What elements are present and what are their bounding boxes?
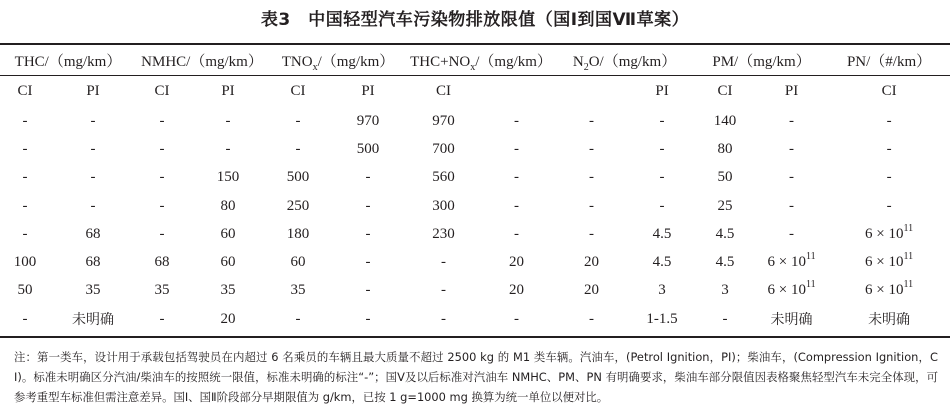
header-n2o-unit: O/（mg/km） [588,54,677,70]
table-cell [50,135,136,163]
table-cell [0,220,50,248]
table-body [0,107,950,333]
cell-value: 970 [356,112,380,129]
cell-value: 700 [432,140,455,157]
cell-value: - [589,225,595,242]
cell-value: 60 [290,254,306,271]
cell-value: 300 [432,197,455,214]
table-cell [0,305,50,333]
table-cell [828,248,950,276]
cell-value: - [159,169,165,186]
table-cell [50,107,136,135]
cell-value: - [659,197,665,214]
cell-value: - [789,140,795,157]
cell-value: - [225,140,231,157]
cell-value: - [659,169,665,186]
table-cell [136,135,188,163]
table-cell [755,277,828,305]
table-cell [755,305,828,333]
table-cell [328,248,408,276]
table-cell [695,135,755,163]
table-cell [136,220,188,248]
table-cell [554,248,629,276]
table-footnote: 注：第一类车，设计用于承载包括驾驶员在内超过 6 名乘员的车辆且最大质量不超过 2500 kg 的 M1 类车辆。汽油车，(Petrol Ignition，PI)；柴油车，(Compression Ignition，CI)。标准未明确区分汽油/柴油车的按照统一限值，标准未明确的标注“-”；国Ⅴ及以后标准对汽油车 NMHC、PM、PN 有明确要求，柴油车部分限值因表格聚焦轻型汽车未完全体现，可参考重型车标准但需注意差异。国Ⅰ、国Ⅱ阶段部分早期限值为 g/km，已按 1 g=1000 mg 换算为统一单位以便对比。 [14,350,938,404]
cell-value: - [589,140,595,157]
table-cell [328,305,408,333]
table-cell [0,248,50,276]
subheader-cell [479,75,554,107]
header-sub-row [0,75,950,107]
cell-value: 1-1.5 [646,310,678,327]
header-tnox-unit: /（mg/km） [317,54,395,70]
exponent: 11 [805,251,816,263]
cell-value: - [514,310,520,327]
cell-value: 150 [216,169,240,186]
cell-value: 68 [154,254,170,271]
cell-value: - [722,310,728,327]
table-cell [479,220,554,248]
table-cell [629,192,695,220]
table-cell [755,164,828,192]
table-cell [408,248,479,276]
table-row [0,305,950,333]
table-cell [408,164,479,192]
cell-value: - [159,225,165,242]
cell-value: - [22,310,28,327]
table-cell [629,107,695,135]
top-rule [0,43,950,45]
cell-value: - [365,169,371,186]
cell-value: - [365,197,371,214]
table-cell [328,192,408,220]
cell-value: - [22,112,28,129]
table-cell [828,107,950,135]
cell-value: - [514,225,520,242]
cell-value: 500 [286,169,310,186]
table-cell [828,277,950,305]
cell-value: - [22,169,28,186]
subheader-cell: CI [881,82,897,99]
table-cell [755,107,828,135]
table-cell [479,248,554,276]
cell-value: - [886,112,892,129]
table-row [0,107,950,135]
header-group-row [0,46,950,75]
table-cell [188,135,268,163]
cell-value: 68 [85,254,101,271]
cell-value: - [589,169,595,186]
table-cell [408,192,479,220]
cell-value: - [514,169,520,186]
subheader-cell: CI [154,82,170,99]
table-cell [408,135,479,163]
cell-value: 80 [717,140,733,157]
cell-value: 3 [721,282,729,299]
table-cell [268,192,328,220]
cell-value: 未明确 [770,312,813,329]
cell-value: 68 [85,225,101,242]
cell-value: - [441,282,447,299]
table-cell [629,277,695,305]
cell-value: - [589,112,595,129]
cell-value: - [789,169,795,186]
table-cell [695,277,755,305]
cell-value: - [514,112,520,129]
cell-value: 60 [220,254,236,271]
subheader-cell: PI [221,82,235,99]
table-cell [188,164,268,192]
cell-value: - [659,112,665,129]
table-cell [408,277,479,305]
cell-value: - [365,310,371,327]
cell-value: 20 [584,282,600,299]
cell-value: 60 [220,225,236,242]
table-cell [136,277,188,305]
table-cell [328,220,408,248]
table-cell [268,248,328,276]
header-n2o-sub: 2 [583,62,589,73]
cell-value: - [589,310,595,327]
cell-value: - [365,282,371,299]
cell-value: 50 [17,282,33,299]
cell-value: 230 [432,225,455,242]
cell-value: - [441,254,447,271]
table-cell [268,305,328,333]
table-row [0,277,950,305]
cell-value: 6 × 10 [865,282,904,299]
subheader-cell: PI [655,82,669,99]
table-cell [50,248,136,276]
cell-value: 未明确 [72,312,114,329]
table-cell [268,220,328,248]
table-cell [479,192,554,220]
table-cell [136,305,188,333]
table-cell [554,164,629,192]
table-cell [50,164,136,192]
cell-value: 6 × 10 [865,254,904,271]
cell-value: 35 [290,282,306,299]
header-tnox-main: TNO [281,54,313,70]
subheader-cell: CI [290,82,306,99]
table-row [0,248,950,276]
table-cell [188,107,268,135]
table-row [0,164,950,192]
cell-value: 6 × 10 [767,254,806,271]
cell-value: 20 [509,254,525,271]
table-cell [479,164,554,192]
table-cell [479,277,554,305]
table-cell [0,135,50,163]
table-cell [0,107,50,135]
cell-value: - [295,310,301,327]
cell-value: 4.5 [652,254,672,271]
cell-value: 250 [286,197,310,214]
cell-value: - [90,169,96,186]
table-cell [828,135,950,163]
header-pn: PN/（#/km） [846,54,932,70]
cell-value: - [159,140,165,157]
table-cell [328,164,408,192]
cell-value: 6 × 10 [767,282,806,299]
table-cell [629,220,695,248]
table-cell [136,192,188,220]
table-cell [755,135,828,163]
cell-value: 3 [658,282,666,299]
table-cell [0,277,50,305]
cell-value: - [90,197,96,214]
cell-value: - [441,310,447,327]
cell-value: - [22,140,28,157]
table-cell [755,220,828,248]
table-cell [268,107,328,135]
cell-value: - [90,112,96,129]
table-cell [188,248,268,276]
cell-value: 20 [584,254,600,271]
cell-value: 50 [717,169,733,186]
table-cell [554,220,629,248]
table-row [0,192,950,220]
table-cell [695,107,755,135]
bottom-rule [0,336,950,338]
cell-value: - [589,197,595,214]
table-cell [0,164,50,192]
header-thcnox-unit: /（mg/km） [475,54,552,70]
table-cell [554,277,629,305]
table-cell [554,135,629,163]
table-cell [828,305,950,333]
table-cell [554,107,629,135]
header-thcnox [408,46,554,75]
table-cell [328,107,408,135]
table-cell [755,248,828,276]
cell-value: 500 [356,140,380,157]
subheader-cell: CI [717,82,733,99]
cell-value: 20 [220,310,236,327]
cell-value: - [225,112,231,129]
table-cell [136,248,188,276]
table-cell [695,248,755,276]
cell-value: - [514,140,520,157]
subheader-cell: CI [17,82,33,99]
cell-value: - [789,225,795,242]
cell-value: 4.5 [715,254,735,271]
cell-value: - [22,197,28,214]
table-cell [695,192,755,220]
table-cell [828,220,950,248]
header-n2o [554,46,695,75]
table-cell [136,107,188,135]
cell-value: - [659,140,665,157]
table-cell [328,277,408,305]
table-cell [188,277,268,305]
cell-value: - [789,197,795,214]
exponent: 11 [903,251,914,263]
table-cell [479,135,554,163]
table-cell [554,192,629,220]
table-cell [629,248,695,276]
table-cell [408,220,479,248]
table-cell [50,277,136,305]
cell-value: - [159,310,165,327]
table-cell [554,305,629,333]
cell-value: 100 [13,254,37,271]
table-cell [408,107,479,135]
header-thc: THC/（mg/km） [14,54,122,70]
table-cell [268,277,328,305]
table-cell [50,192,136,220]
cell-value: 6 × 10 [865,225,904,242]
cell-value: - [886,140,892,157]
table-cell [50,220,136,248]
table-cell [695,220,755,248]
exponent: 11 [903,222,914,234]
table-cell [328,135,408,163]
header-thcnox-main: THC+NO [410,54,471,70]
cell-value: 140 [713,112,737,129]
table-cell [0,192,50,220]
table-cell [188,220,268,248]
table-cell [629,135,695,163]
header-tnox-sub: x [312,62,318,73]
cell-value: - [159,197,165,214]
cell-value: - [365,225,371,242]
table-cell [268,164,328,192]
table-cell [268,135,328,163]
subheader-cell: CI [436,82,452,99]
table-cell [136,164,188,192]
cell-value: 20 [509,282,525,299]
cell-value: - [295,112,301,129]
cell-value: - [295,140,301,157]
table-title: 表3 中国轻型汽车污染物排放限值（国Ⅰ到国Ⅶ草案） [260,10,690,30]
header-pm: PM/（mg/km） [712,54,811,70]
exponent: 11 [903,279,914,291]
table-cell [188,305,268,333]
cell-value: 35 [220,282,236,299]
cell-value: 未明确 [868,312,911,329]
cell-value: - [789,112,795,129]
header-n2o-main: N [572,54,584,70]
table-cell [755,192,828,220]
cell-value: - [22,225,28,242]
cell-value: - [886,169,892,186]
table-cell [695,305,755,333]
exponent: 11 [805,279,816,291]
cell-value: - [514,197,520,214]
table-row [0,135,950,163]
table-cell [629,164,695,192]
table-cell [479,107,554,135]
table-cell [408,305,479,333]
table-cell [479,305,554,333]
table-cell [629,305,695,333]
header-thcnox-sub: x [470,62,476,73]
subheader-cell: PI [361,82,375,99]
header-nmhc: NMHC/（mg/km） [141,54,263,70]
cell-value: 35 [85,282,101,299]
cell-value: - [365,254,371,271]
cell-value: 80 [220,197,236,214]
table-cell [828,192,950,220]
table-cell [188,192,268,220]
cell-value: 4.5 [715,225,735,242]
cell-value: 4.5 [652,225,672,242]
cell-value: - [886,197,892,214]
cell-value: 25 [717,197,733,214]
subheader-cell: PI [86,82,100,99]
subheader-cell [554,75,629,107]
table-cell [50,305,136,333]
header-tnox [268,46,408,75]
cell-value: 560 [432,169,455,186]
cell-value: - [90,140,96,157]
subheader-cell: PI [784,82,799,99]
cell-value: 35 [154,282,170,299]
emission-limits-table [0,46,950,333]
table-cell [828,164,950,192]
cell-value: - [159,112,165,129]
cell-value: 970 [432,112,455,129]
cell-value: 180 [286,225,310,242]
table-row [0,220,950,248]
table-cell [695,164,755,192]
